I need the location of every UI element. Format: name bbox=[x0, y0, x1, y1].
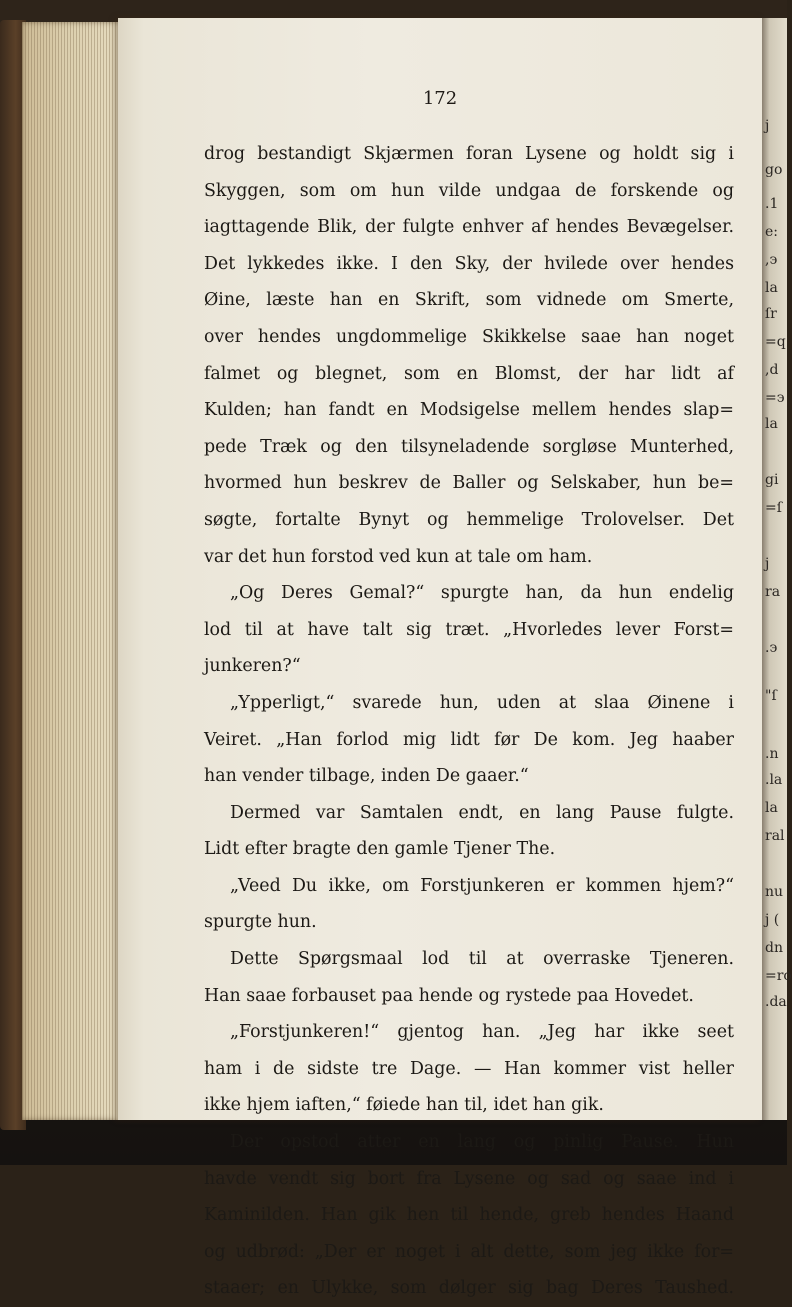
text-line: hvormed hun beskrev de Baller og Selskaber, hun be= bbox=[204, 473, 734, 494]
facing-page-fragment: j ( bbox=[765, 912, 780, 928]
text-line: Øine, læste han en Skrift, som vidnede om Smerte, bbox=[204, 290, 734, 311]
facing-page-fragments bbox=[762, 18, 792, 1120]
text-line: „Og Deres Gemal?“ spurgte han, da hun endelig bbox=[230, 583, 734, 604]
page-edges-stack bbox=[22, 22, 122, 1120]
text-line: lod til at have talt sig træt. „Hvorledes lever Forst= bbox=[204, 619, 734, 640]
text-line: Der opstod atter en lang og pinlig Pause. Hun bbox=[230, 1132, 734, 1153]
text-line: søgte, fortalte Bynyt og hemmelige Trolovelser. Det bbox=[204, 509, 734, 530]
facing-page-fragment: .la bbox=[765, 772, 783, 788]
text-line: over hendes ungdommelige Skikkelse saae han noget bbox=[204, 326, 734, 347]
text-line: iagttagende Blik, der fulgte enhver af hendes Bevægelser. bbox=[204, 217, 734, 238]
facing-page-fragment: e: bbox=[765, 224, 779, 240]
facing-page-fragment: ra bbox=[765, 584, 781, 600]
facing-page-fragment: nu bbox=[765, 884, 784, 900]
facing-page-fragment: la bbox=[765, 800, 778, 816]
facing-page-fragment: =э bbox=[765, 390, 785, 406]
text-line: „Forstjunkeren!“ gjentog han. „Jeg har ikke seet bbox=[230, 1022, 734, 1043]
text-line: og udbrød: „Der er noget i alt dette, som jeg ikke for= bbox=[204, 1241, 734, 1262]
facing-page-fragment: .э bbox=[765, 640, 778, 656]
facing-page-fragment: ,d bbox=[765, 362, 779, 378]
text-line: Lidt efter bragte den gamle Tjener The. bbox=[204, 839, 556, 860]
text-line: Veiret. „Han forlod mig lidt før De kom. Jeg haaber bbox=[204, 729, 734, 750]
text-line: drog bestandigt Skjærmen foran Lysene og holdt sig i bbox=[204, 144, 734, 164]
facing-page-fragment: go bbox=[765, 162, 783, 178]
facing-page-fragment: ſr bbox=[765, 306, 777, 322]
facing-page-fragment: .da bbox=[765, 994, 787, 1010]
text-line: Det lykkedes ikke. I den Sky, der hvilede over hendes bbox=[204, 253, 734, 274]
text-line: „Ypperligt,“ svarede hun, uden at slaa Øinene i bbox=[230, 692, 734, 713]
text-line: havde vendt sig bort fra Lysene og sad og saae ind i bbox=[204, 1168, 734, 1189]
facing-page-fragment: .n bbox=[765, 746, 779, 762]
text-line: ham i de sidste tre Dage. — Han kommer vist heller bbox=[204, 1058, 734, 1079]
facing-page-fragment: j bbox=[765, 118, 770, 134]
text-line: pede Træk og den tilsyneladende sorgløse Munterhed, bbox=[204, 436, 734, 457]
page-number: 172 bbox=[422, 88, 458, 109]
text-line: staaer; en Ulykke, som dølger sig bag Deres Taushed. bbox=[204, 1278, 734, 1299]
text-line: Han saae forbauset paa hende og rystede paa Hovedet. bbox=[204, 985, 694, 1006]
facing-page-sliver bbox=[762, 18, 792, 1120]
facing-page-fragment: =q bbox=[765, 334, 786, 350]
facing-page-fragment: la bbox=[765, 280, 778, 296]
text-line: falmet og blegnet, som en Blomst, der har lidt af bbox=[204, 363, 734, 384]
text-line: spurgte hun. bbox=[204, 912, 317, 933]
text-line: ikke hjem iaften,“ føiede han til, idet han gik. bbox=[204, 1095, 604, 1116]
facing-page-fragment: ,э bbox=[765, 252, 778, 268]
text-line: Kulden; han fandt en Modsigelse mellem hendes slap= bbox=[204, 400, 734, 421]
text-line: han vender tilbage, inden De gaaer.“ bbox=[204, 766, 529, 787]
text-line: Skyggen, som om hun vilde undgaa de forskende og bbox=[204, 180, 734, 201]
facing-page-fragment: =ro bbox=[765, 968, 792, 984]
text-line: „Veed Du ikke, om Forstjunkeren er kommen hjem?“ bbox=[230, 875, 734, 896]
facing-page-fragment: j bbox=[765, 556, 770, 572]
facing-page-fragment: "ſ bbox=[765, 688, 777, 704]
page-body-text bbox=[204, 136, 734, 1307]
facing-page-fragment: dn bbox=[765, 940, 783, 956]
facing-page-fragment: ral bbox=[765, 828, 785, 844]
facing-page-fragment: gi bbox=[765, 472, 779, 488]
facing-page-fragment: .1 bbox=[765, 196, 779, 212]
text-line: var det hun forstod ved kun at tale om ham. bbox=[204, 546, 593, 567]
text-line: junkeren?“ bbox=[204, 656, 301, 677]
text-line: Dette Spørgsmaal lod til at overraske Tjeneren. bbox=[230, 949, 734, 970]
text-line: Dermed var Samtalen endt, en lang Pause fulgte. bbox=[230, 802, 734, 823]
book-page bbox=[118, 18, 762, 1299]
facing-page-fragment: =ſ bbox=[765, 500, 782, 516]
text-line: Kaminilden. Han gik hen til hende, greb hendes Haand bbox=[204, 1205, 734, 1226]
facing-page-fragment: la bbox=[765, 416, 778, 432]
